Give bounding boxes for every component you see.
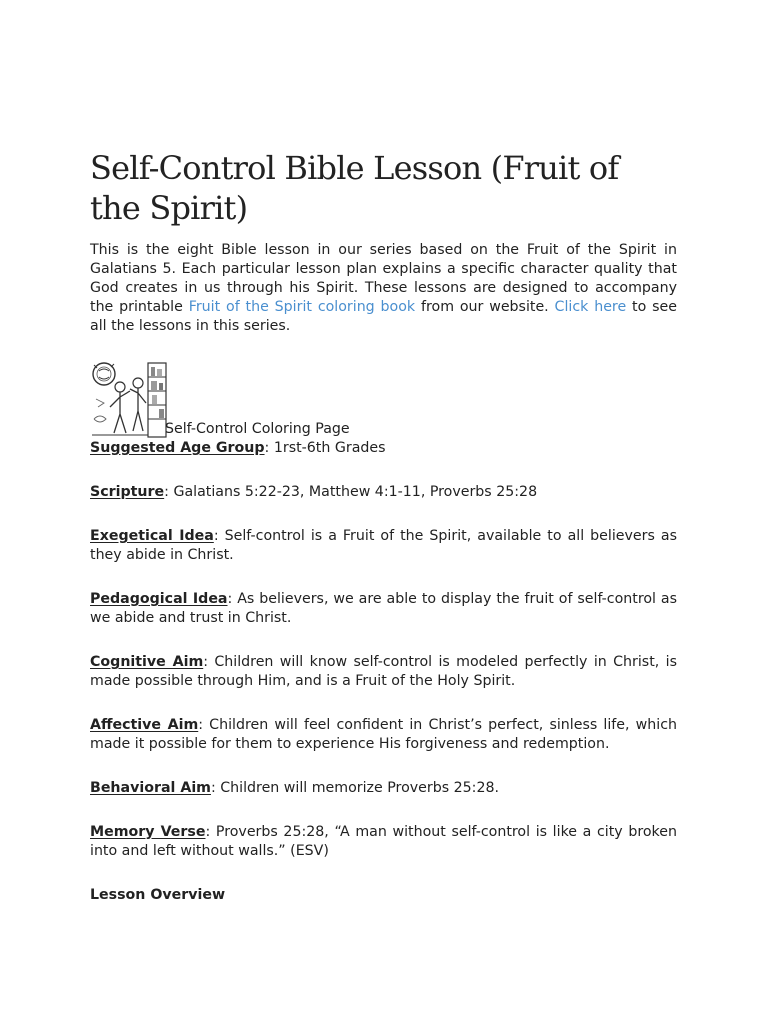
pedagogical-idea-field xyxy=(90,590,677,628)
lesson-overview-heading: Lesson Overview xyxy=(90,887,226,903)
behavioral-aim-label: Behavioral Aim xyxy=(90,780,211,796)
scripture-value: : Galatians 5:22-23, Matthew 4:1-11, Proverbs 25:28 xyxy=(164,484,538,500)
affective-aim-field xyxy=(90,716,677,754)
memory-verse-field xyxy=(90,823,677,861)
cognitive-aim-value: : Children will know self-control is modeled perfectly in Christ, is made possible through Him, and is a Fruit of the Holy Spirit. xyxy=(90,654,677,689)
exegetical-idea-value: : Self-control is a Fruit of the Spirit, available to all believers as they abide in Christ. xyxy=(90,528,677,563)
cognitive-aim-label: Cognitive Aim xyxy=(90,654,204,670)
affective-aim-value: : Children will feel confident in Christ’s perfect, sinless life, which made it possible for them to experience His forgiveness and redemption. xyxy=(90,717,677,752)
age-group-value: : 1rst-6th Grades xyxy=(264,440,386,456)
age-group-label: Suggested Age Group xyxy=(90,440,265,456)
coloring-page-figure xyxy=(90,359,677,439)
age-group-field xyxy=(90,439,677,458)
figure-caption: Self-Control Coloring Page xyxy=(165,421,350,437)
scripture-field xyxy=(90,483,677,502)
memory-verse-label: Memory Verse xyxy=(90,824,206,840)
intro-paragraph xyxy=(90,241,677,336)
scripture-label: Scripture xyxy=(90,484,165,500)
memory-verse-value: : Proverbs 25:28, “A man without self-control is like a city broken into and left without walls.” (ESV) xyxy=(90,824,677,859)
intro-text-2: from our website. xyxy=(415,299,555,315)
coloring-page-thumbnail-icon[interactable] xyxy=(90,359,168,439)
behavioral-aim-field xyxy=(90,779,677,798)
pedagogical-idea-label: Pedagogical Idea xyxy=(90,591,228,607)
coloring-book-link[interactable]: Fruit of the Spirit coloring book xyxy=(188,299,416,315)
affective-aim-label: Affective Aim xyxy=(90,717,199,733)
cognitive-aim-field xyxy=(90,653,677,691)
page-title: Self-Control Bible Lesson (Fruit of the Spirit) xyxy=(90,149,619,227)
exegetical-idea-field xyxy=(90,527,677,565)
pedagogical-idea-value: : As believers, we are able to display the fruit of self-control as we abide and trust in Christ. xyxy=(90,591,677,626)
click-here-link[interactable]: Click here xyxy=(554,299,627,315)
behavioral-aim-value: : Children will memorize Proverbs 25:28. xyxy=(210,780,500,796)
document-page xyxy=(90,148,677,905)
intro-text-1: This is the eight Bible lesson in our series based on the Fruit of the Spirit in Galatians 5. Each particular lesson plan explains a specific character quality that God creates in us through his Spirit. These lessons are designed to accompany the printable xyxy=(90,242,677,315)
exegetical-idea-label: Exegetical Idea xyxy=(90,528,214,544)
intro-text-3: to see all the lessons in this series. xyxy=(90,299,677,334)
